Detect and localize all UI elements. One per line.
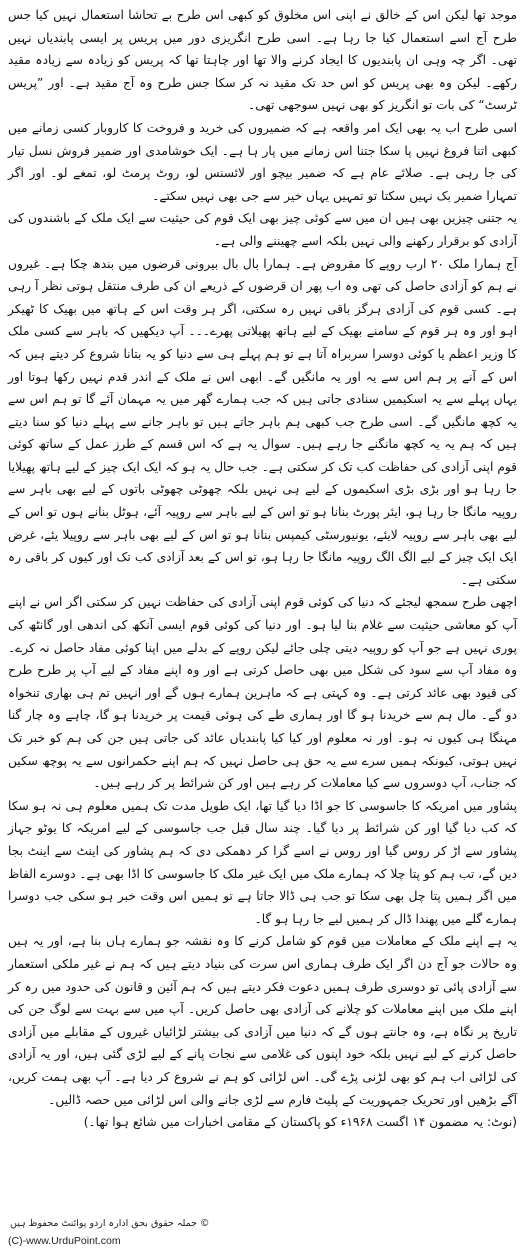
copyright-notice: © جملہ حقوق بحق ادارہ اردو پوائنٹ محفوظ ہیں: [10, 1218, 210, 1229]
article-paragraph: موجد تھا لیکن اس کے خالق نے اپنی اس مخلوق کو کبھی اس طرح بے تحاشا استعمال نہیں کیا جس طرح آج اسے استعمال کیا جا رہا ہے۔ اسی طرح انگریزی دور میں پریس پر ایسی پابندیاں نہیں تھی۔ اگر چہ وہی ان پابندیوں کا ایجاد کرنے والا تھا اور چاہتا تھا کہ پریس کو زیادہ سے زیادہ مقید رکھے۔ لیکن وہ بھی پریس کو اس حد تک مقید نہ کر سکا جس طرح وہ آج مقید ہے۔ اور ”پریس ٹرسٹ“ کی بات تو انگریز کو بھی نہیں سوجھی تھی۔: [8, 8, 517, 113]
page-footer: [6, 1218, 519, 1254]
article-paragraph: اچھی طرح سمجھ لیجئے کہ دنیا کی کوئی قوم اپنی آزادی کی حفاظت نہیں کر سکتی اگر اس نے اپنے آپ کو معاشی حیثیت سے غلام بنا لیا ہو۔ اور دنیا کی کوئی قوم ایسی آنکھ کی اندھی اور گانٹھ کی پوری نہیں ہے جو آپ کو روپیہ دیتی چلی جائے لیکن روپے کے بدلے میں اپنا کوئی مفاد حاصل نہ کرے۔ وہ مفاد آپ سے سود کی شکل میں بھی حاصل کرتی ہے اور وہ اپنے مفاد کے لیے آپ پر طرح طرح کی قیود بھی عائد کرتی ہے۔ وہ کہتی ہے کہ ماہرین ہمارے ہوں گے اور انہیں تم ہی بھاری تنخواہ دو گے۔ مال ہم سے خریدنا ہو گا اور ہماری طے کی ہوئی قیمت پر خریدنا ہو گا، چاہے وہ چار گنا مہنگا ہی کیوں نہ ہو۔ اور نہ معلوم اور کیا کیا پابندیاں عائد کی جاتی ہیں جن کی ہم کو خبر تک نہیں ہوتی، کیونکہ ہمیں سرے سے یہ حق ہی حاصل نہیں کہ ہم اپنے حکمرانوں سے یہ پوچھ سکیں کہ جناب، آپ دوسروں سے کیا معاملات کر رہے ہیں اور کن شرائط پر کر رہے ہیں۔: [8, 595, 517, 791]
site-credit: (C)-www.UrduPoint.com: [8, 1235, 121, 1247]
article-paragraph: اسی طرح اب یہ بھی ایک امر واقعہ ہے کہ ضمیروں کی خرید و فروخت کا کاروبار کسی زمانے میں کبھی اتنا فروغ نہیں پا سکا جتنا اس زمانے میں پار ہا ہے۔ ایک خوشامدی اور ضمیر فروش نسل تیار کی جا رہی ہے۔ صلائے عام ہے کہ ضمیر بیچو اور لائسنس لو، روٹ پرمٹ لو، تمغے لو۔ اور اگر تمہارا ضمیر بک نہیں سکتا تو تمہیں یہاں خیر سے جی بھی نہیں سکتے۔: [8, 120, 517, 203]
document-page: [6, 4, 519, 1254]
article-paragraph: پشاور میں امریکہ کا جاسوسی کا جو اڈا دیا گیا تھا، ایک طویل مدت تک ہمیں معلوم ہی نہ ہو سکا کہ کب دیا گیا اور کن شرائط پر دیا گیا۔ چند سال قبل جب جاسوسی کے لیے امریکہ کا یوٹو جہاز پشاور سے اڑ کر روس گیا اور روس نے اسے گرا کر دھمکی دی کہ ہم پشاور کی اینٹ سے اینٹ بجا دیں گے، تب ہم کو پتا چلا کہ ہمارے ملک میں ایک غیر ملک کا جاسوسی کا اڈا بھی ہے۔ دوسرے الفاظ میں اگر ہمیں پتا چل بھی سکا تو جب ہی ڈالا جاتا ہے تو ہمیں اس وقت خبر ہو سکی جب دوسرا ہمارے گلے میں پھندا ڈال کر ہمیں لیے جا رہا ہو گا۔: [8, 798, 517, 926]
publication-note: (نوٹ: یہ مضمون ۱۴ اگست ۱۹۶۸ء کو پاکستان کے مقامی اخبارات میں شائع ہوا تھا۔): [83, 1115, 517, 1130]
article-paragraph: یہ ہے اپنے ملک کے معاملات میں قوم کو شامل کرنے کا وہ نقشہ جو ہمارے ہاں بنا ہے، اور یہ ہیں وہ حالات جو آج دن اگر ایک طرف ہماری اس سرت کی بنیاد دیتے ہیں کہ ہم نے غیر ملکی استعمار سے آزادی پائی تو دوسری طرف ہمیں دعوت فکر دیتے ہیں کہ ہم آئین و قانون کی حدود میں رہ کر اپنے ملک میں اپنے معاملات کو چلانے کی آزادی بھی حاصل کریں۔ آپ میں سے بہت سے لوگ جن کی تاریخ پر نگاہ ہے، وہ جانتے ہوں گے کہ دنیا میں آزادی کی بیشتر لڑائیاں غیروں کے مقابلے میں آزادی حاصل کرنے کے لیے نہیں بلکہ خود اپنوں کی غلامی سے نجات پانے کے لیے لڑی گئی ہیں، اور یہ آزادی کی لڑائی اب ہم کو بھی لڑنی پڑے گی۔ اس لڑائی کو ہم نے شروع کر دیا ہے۔ آپ بھی ہمت کریں، آگے بڑھیں اور تحریک جمہوریت کے پلیٹ فارم سے لڑی جانے والی اس لڑائی میں حصہ ڈالیں۔: [8, 934, 517, 1107]
article-paragraph: آج ہمارا ملک ۲۰ ارب روپے کا مقروض ہے۔ ہمارا بال بال بیرونی قرضوں میں بندھ چکا ہے۔ غیروں نے ہم کو آزادی حاصل کی تھی وہ اب پھر ان قرضوں کے ذریعے ان کی طرف منتقل ہوتی نظر آ رہی ہے۔ کسی قوم کی آزادی ہرگز باقی نہیں رہ سکتی، اگر ہر وقت اس کے ہاتھ میں بھیک کا ٹھیکر اہو اور وہ ہر قوم کے سامنے بھیک کے لیے ہاتھ پھیلاتی پھرے۔۔۔ آپ دیکھیں کہ باہر سے کسی ملک کا وزیر اعظم یا کوئی دوسرا سربراہ آتا ہے تو ہم پہلے ہی سے دنیا کو یہ بتانا شروع کر دیتے ہیں کہ اس کے آنے پر ہم اس سے یہ اور یہ مانگیں گے۔ ابھی اس نے ملک کے اندر قدم نہیں رکھا ہوتا اور یہاں پہلے سے یہ اسکیمیں سنادی جاتی ہیں کہ جب ہمارے گھر میں یہ مہمان آئے گا تو ہم اس سے یہ کچھ مانگیں گے۔ اسی طرح جب کبھی ہم باہر جاتے ہیں تو باہر جانے سے پہلے دنیا کو سنا دیتے ہیں کہ ہم یہ یہ کچھ مانگنے جا رہے ہیں۔ سوال یہ ہے کہ اس قسم کے طرز عمل کے ساتھ کوئی قوم اپنی آزادی کی حفاظت کب تک کر سکتی ہے۔ جب حال یہ ہو کہ ایک ایک چیز کے لیے ہاتھ پھیلایا جا رہا ہو اور بڑی بڑی اسکیموں کے لیے ہی نہیں بلکہ چھوٹی چھوٹی باتوں کے لیے بھی باہر سے روپیہ مانگا جا رہا ہو، ایئر پورٹ بنانا ہو تو اس کے لیے باہر سے روپیہ آئے، ہوٹل بنانے ہوں تو اس کے لیے بھی باہر سے روپیہ لایئے، یونیورسٹی کیمپس بنانا ہو تو اس کے لیے بھی باہر سے روپیلا یئے، غرض ایک ایک چیز کے لیے الگ الگ روپیہ مانگا جا رہا ہو، تو اس کے بعد آزادی کب تک اور کیوں کر باقی رہ سکتی ہے۔: [8, 256, 517, 587]
article-body: [6, 4, 519, 1111]
article-paragraph: یہ جتنی چیزیں بھی ہیں ان میں سے کوئی چیز بھی ایک قوم کی حیثیت سے ایک ملک کے باشندوں کی آزادی کو برقرار رکھنے والی نہیں بلکہ اسے چھیننے والی ہے۔: [8, 211, 517, 248]
